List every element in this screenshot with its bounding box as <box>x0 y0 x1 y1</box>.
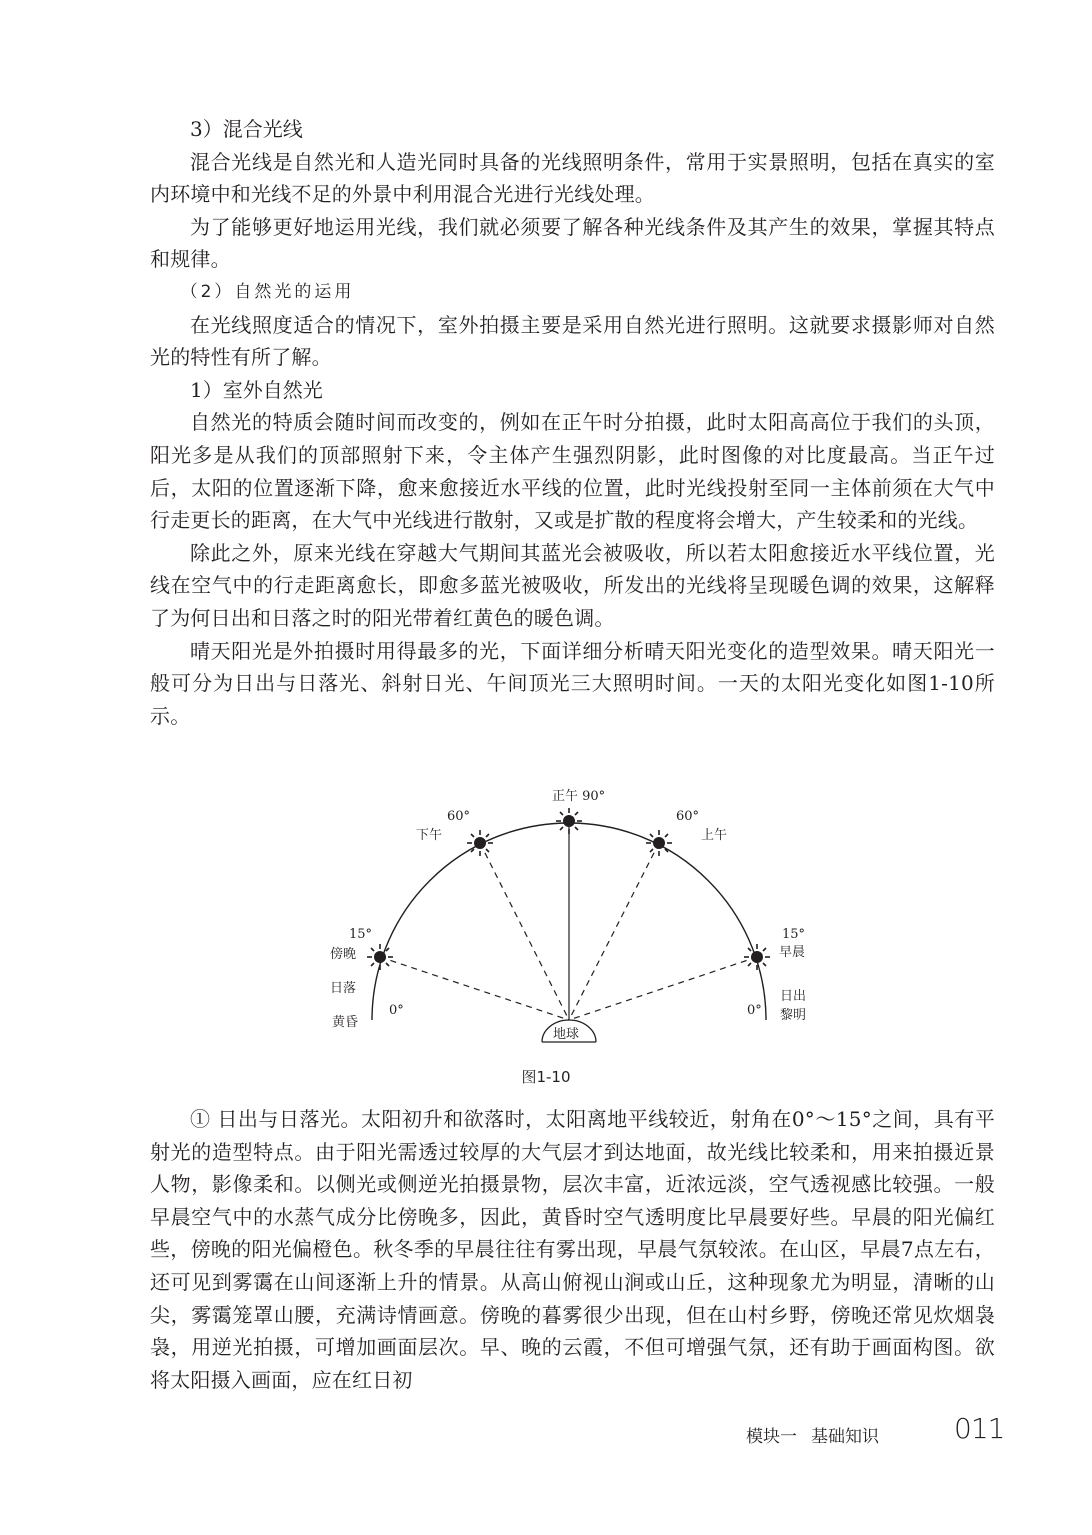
section-heading-mixed-light: 3）混合光线 <box>190 117 303 141</box>
figure-caption: 图1-10 <box>521 1068 571 1086</box>
diagram-svg <box>320 780 840 1060</box>
paragraph: 晴天阳光是外拍摄时用得最多的光，下面详细分析晴天阳光变化的造型效果。晴天阳光一般可分为日出与日落光、斜射日光、午间顶光三大照明时间。一天的太阳光变化如图1-10所示。 <box>150 638 995 728</box>
paragraph: 在光线照度适合的情况下，室外拍摄主要是采用自然光进行照明。这就要求摄影师对自然光的特性有所了解。 <box>150 312 995 370</box>
body-text-top <box>150 113 995 732</box>
body-text-bottom <box>150 1103 995 1396</box>
label-noon: 正午 90° <box>552 789 606 804</box>
label-morning: 上午 <box>701 828 728 843</box>
paragraph: ① 日出与日落光。太阳初升和欲落时，太阳离地平线较近，射角在0°～15°之间，具有平射光的造型特点。由于阳光需透过较厚的大气层才到达地面，故光线比较柔和，用来拍摄近景人物，影像柔和。以侧光或侧逆光拍摄景物，层次丰富，近浓远淡，空气透视感比较强。一般早晨空气中的水蒸气成分比傍晚多，因此，黄昏时空气透明度比早晨要好些。早晨的阳光偏红些，傍晚的阳光偏橙色。秋冬季的早晨往往有雾出现，早晨气氛较浓。在山区，早晨7点左右，还可见到雾霭在山间逐渐上升的情景。从高山俯视山涧或山丘，这种现象尤为明显，清晰的山尖，雾霭笼罩山腰，充满诗情画意。傍晚的暮雾很少出现，但在山村乡野，傍晚还常见炊烟袅袅，用逆光拍摄，可增加画面层次。早、晚的云霞，不但可增强气氛，还有助于画面构图。欲将太阳摄入画面，应在红日初 <box>150 1107 995 1392</box>
label-0-left-angle: 0° <box>389 1003 404 1018</box>
label-evening: 傍晚 <box>330 947 357 962</box>
label-dusk: 黄昏 <box>332 1015 359 1030</box>
section-heading-outdoor-light: 1）室外自然光 <box>190 377 323 402</box>
paragraph: 为了能够更好地运用光线，我们就必须要了解各种光线条件及其产生的效果，掌握其特点和规律。 <box>150 214 995 272</box>
label-60-right-angle: 60° <box>676 809 700 824</box>
label-afternoon: 下午 <box>416 828 443 843</box>
paragraph: 混合光线是自然光和人造光同时具备的光线照明条件，常用于实景照明，包括在真实的室内环境中和光线不足的外景中利用混合光进行光线处理。 <box>150 149 995 207</box>
paragraph: 自然光的特质会随时间而改变的，例如在正午时分拍摄，此时太阳高高位于我们的头顶，阳光多是从我们的顶部照射下来，令主体产生强烈阴影，此时图像的对比度最高。当正午过后，太阳的位置逐渐下降，愈来愈接近水平线的位置，此时光线投射至同一主体前须在大气中行走更长的距离，在大气中光线进行散射，又或是扩散的程度将会增大，产生较柔和的光线。 <box>150 410 995 533</box>
label-0-right-angle: 0° <box>747 1003 762 1018</box>
ray-15-right <box>569 957 757 1020</box>
sun-icon <box>556 808 582 834</box>
label-earth: 地球 <box>553 1027 580 1042</box>
sun-icon <box>367 944 393 970</box>
ray-60-left <box>480 843 569 1020</box>
label-sunrise: 日出 <box>780 989 807 1004</box>
module-label: 模块一 <box>746 1427 797 1447</box>
paragraph: 除此之外，原来光线在穿越大气期间其蓝光会被吸收，所以若太阳愈接近水平线位置，光线在空气中的行走距离愈长，即愈多蓝光被吸收，所发出的光线将呈现暖色调的效果，这解释了为何日出和日落之时的阳光带着红黄色的暖色调。 <box>150 540 995 630</box>
sun-icon <box>744 944 770 970</box>
sun-icon <box>467 830 493 856</box>
running-footer <box>746 1422 879 1447</box>
sun-icon <box>646 830 672 856</box>
label-60-left-angle: 60° <box>447 809 471 824</box>
label-sunset: 日落 <box>330 981 357 996</box>
sun-position-diagram <box>320 780 840 1060</box>
section-label: 基础知识 <box>811 1427 879 1447</box>
label-dawn: 黎明 <box>780 1008 807 1023</box>
ray-60-right <box>569 843 659 1020</box>
label-15-left-angle: 15° <box>349 927 373 942</box>
ray-15-left <box>380 957 569 1020</box>
page-number: 011 <box>954 1412 1005 1445</box>
section-heading-natural-light: （2）自然光的运用 <box>180 281 355 302</box>
label-early-morning: 早晨 <box>779 945 806 960</box>
label-15-right-angle: 15° <box>782 927 806 942</box>
